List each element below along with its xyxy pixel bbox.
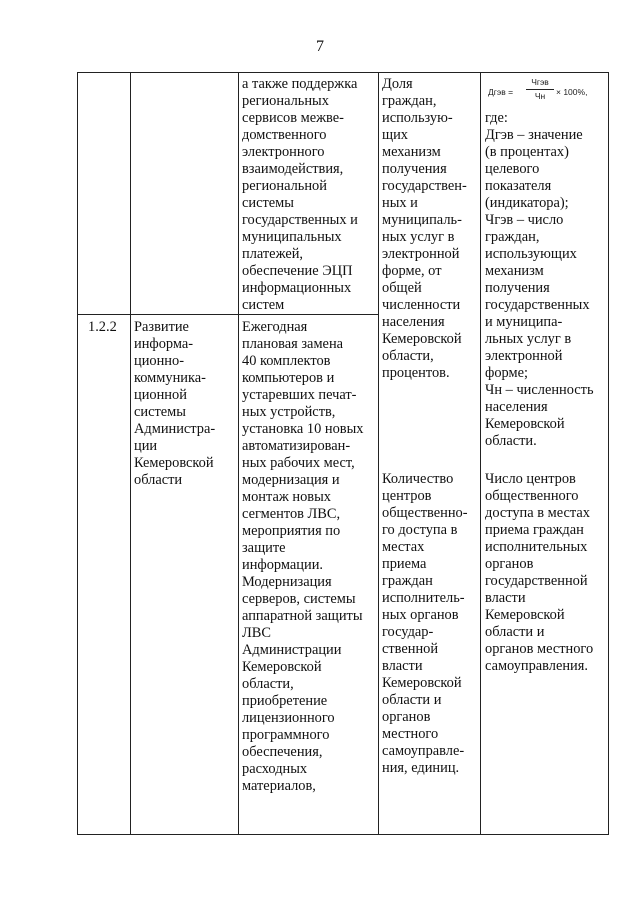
formula-lhs: Дгэв = — [488, 87, 514, 97]
formula-fraction — [526, 77, 554, 102]
formula-numerator: Чгэв — [531, 77, 549, 87]
column-divider — [130, 73, 131, 834]
row-divider — [78, 314, 379, 315]
column-divider — [238, 73, 239, 834]
column-divider — [480, 73, 481, 834]
formula-denominator: Чн — [534, 91, 546, 101]
activity-text-continued: а также поддержка региональных сервисов межве- домственного электронного взаимодействия, региональной системы государственных и муниципальных платежей, обеспечение ЭЦП информационных систем — [242, 76, 358, 313]
program-activities-table — [77, 72, 609, 835]
formula-explanation: где: Дгэв – значение (в процентах) целевого показателя (индикатора); Чгэв – число граждан, использующих механизм получения государственных и муниципа- льных услуг в электронной форме; Чн – численность населения Кемеровской области. — [485, 110, 594, 449]
indicator-share-of-citizens: Доля граждан, использую- щих механизм получения государствен- ных и муниципаль- ных услуг в электронной форме, от общей численности населения Кемеровской области, процентов. — [382, 76, 467, 381]
access-centers-method: Число центров общественного доступа в местах приема граждан исполнительных органов государственной власти Кемеровской области и органов местного самоуправления. — [485, 471, 594, 674]
formula-rhs: × 100%, — [556, 87, 588, 97]
page-number: 7 — [316, 38, 324, 55]
activity-name: Развитие информа- ционно- коммуника- ционной системы Администра- ции Кемеровской области — [134, 319, 216, 488]
column-divider — [378, 73, 379, 834]
indicator-access-centers: Количество центров общественно- го доступа в местах приема граждан исполнитель- ных органов государ- ственной власти Кемеровской области и органов местного самоуправле- ния, единиц. — [382, 471, 468, 776]
row-number: 1.2.2 — [88, 319, 117, 335]
activity-description: Ежегодная плановая замена 40 комплектов компьютеров и устаревших печат- ных устройств, установка 10 новых автоматизирован- ных рабочих мест, модернизация и монтаж новых сегментов ЛВС, мероприятия по защите информации. Модернизация серверов, системы аппаратной защиты ЛВС Администрации Кемеровской области, приобретение лицензионного программного обеспечения, расходных материалов, — [242, 319, 364, 794]
fraction-bar — [526, 89, 554, 90]
